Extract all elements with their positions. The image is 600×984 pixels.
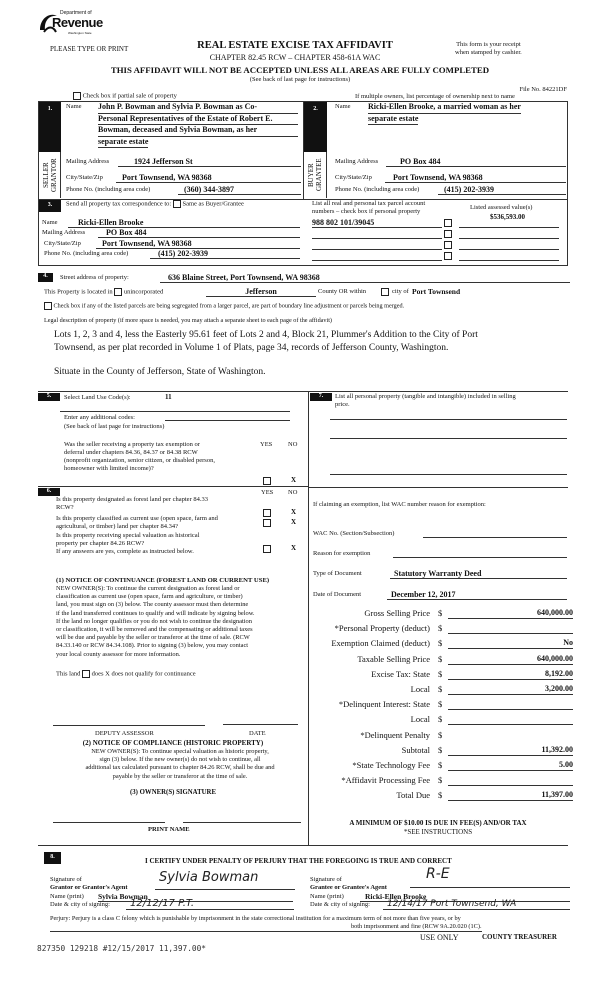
exemption-no-mark[interactable]: X (291, 476, 297, 484)
fee-value-field[interactable]: No (448, 638, 573, 649)
owner-signature-label: (3) OWNER(S) SIGNATURE (130, 789, 216, 796)
fee-label: Gross Selling Price (364, 608, 430, 618)
dollar-sign: $ (438, 729, 443, 740)
corr-name-label: Name (42, 219, 58, 226)
exemption-yes-checkbox[interactable] (263, 477, 271, 485)
fee-row (310, 760, 600, 773)
no-header-5: NO (288, 441, 298, 448)
additional-codes-label: Enter any additional codes: (64, 414, 135, 421)
forest-yes-checkbox[interactable] (263, 509, 271, 517)
section-8-number: 8. (44, 852, 61, 864)
exemption-wac-label: If claiming an exemption, list WAC number reason for exemption: (313, 501, 486, 508)
personal-property-checkbox-4[interactable] (444, 252, 452, 260)
wac-label: WAC No. (Section/Subsection) (313, 530, 395, 537)
buyer-city-field[interactable]: Port Townsend, WA 98368 (385, 173, 566, 183)
fee-row (310, 684, 600, 697)
does-not-qualify-mark[interactable]: X does not qualify for continuance (105, 670, 196, 678)
dollar-sign: $ (438, 608, 443, 618)
dollar-sign: $ (438, 760, 443, 770)
grantor-sig-label: Signature of Grantor or Grantor's Agent (50, 876, 128, 891)
dollar-sign: $ (438, 790, 443, 801)
fee-value-field[interactable]: 11,392.00 (448, 745, 573, 756)
perjury-statement: Perjury: Perjury is a class C felony which is punishable by imprisonment in the state correctional institution for a maximum term of not more than five years, or by both imprisonment and fine (RCW 9A.20.020 (1C). (50, 915, 482, 930)
legal-label: Legal description of property (if more space is needed, you may attach a separate sheet to each page of the affidavit) (44, 317, 332, 324)
doc-type-label: Type of Document (313, 570, 362, 577)
form-title: REAL ESTATE EXCISE TAX AFFIDAVIT (197, 40, 393, 51)
section5-see-back: (See back of last page for instructions) (64, 423, 165, 430)
partial-sale-label: Check box if partial sale of property (82, 92, 177, 100)
fee-value-field[interactable]: 8,192.00 (448, 669, 573, 680)
seller-phone-field[interactable]: (360) 344-3897 (178, 185, 301, 195)
fee-row (310, 730, 600, 743)
buyer-mailing-label: Mailing Address (335, 158, 379, 165)
notice-continuance-text: NEW OWNER(S): To continue the current designation as forest land or classification as current use (open space, farm and agriculture, or timber) land, you must sign on (3) below. The county assessor must then determine if the land transferred continues to qualify and will indicate by signing below. If the land no longer qualifies or you do not wish to continue the designation or classification, it will be removed and the compensating or additional taxes will be due and payable by the seller or transferor at the time of sale. (RCW 84.33.140 or RCW 84.34.108). Prior to signing (3) below, you may contact your local county assessor for more information. (56, 585, 255, 658)
doc-type-field[interactable]: Statutory Warranty Deed (390, 569, 567, 579)
correspondence-label: Send all property tax correspondence to: (66, 200, 172, 208)
fee-row (310, 745, 600, 758)
parcel-number-2[interactable] (312, 229, 442, 239)
correspondence-row (66, 200, 244, 208)
section-4-number: 4. (38, 273, 53, 282)
fee-label: Taxable Selling Price (357, 653, 430, 664)
fee-value-field[interactable] (448, 714, 573, 725)
continuance-row: This land does X does not qualify for continuance (56, 670, 196, 678)
dollar-sign: $ (438, 684, 443, 694)
seller-mailing-label: Mailing Address (66, 158, 110, 165)
county-field[interactable]: Jefferson (206, 287, 316, 297)
partial-sale-checkbox[interactable] (73, 92, 81, 100)
fee-row (310, 775, 600, 788)
street-address-field[interactable]: 636 Blaine Street, Port Townsend, WA 98368 (160, 273, 570, 283)
legal-description[interactable]: Lots 1, 2, 3 and 4, less the Easterly 95.61 feet of Lots 2 and 4, Block 21, Plummer's Addition to the City of Port Townsend, as per plat recorded in Volume 1 of Plats, page 34, records of Jefferson County, Washington. Situate in the County of Jefferson, State of Washington. (54, 330, 478, 377)
fee-label: Local (410, 714, 430, 725)
parcel-number-1[interactable]: 988 802 101/39045 (312, 218, 442, 228)
section-6-number: 6. (38, 488, 60, 496)
corr-mailing-label: Mailing Address (42, 229, 86, 236)
does-qualify-checkbox[interactable] (82, 670, 90, 678)
seller-phone-label: Phone No. (including area code) (66, 186, 151, 193)
same-as-buyer-checkbox[interactable] (173, 200, 181, 208)
personal-property-line-3[interactable] (330, 474, 567, 475)
grantor-date-label: Date & city of signing: (50, 901, 110, 908)
dollar-sign: $ (438, 744, 443, 755)
fee-row (310, 790, 600, 803)
buyer-name-label: Name (335, 103, 351, 110)
forest-no-mark[interactable]: X (291, 508, 297, 516)
personal-property-line-1[interactable] (330, 419, 567, 420)
assessed-field-3[interactable] (459, 240, 559, 250)
logo-sub: Washington State (68, 31, 92, 35)
print-name-line[interactable] (183, 822, 301, 823)
certify-statement: I CERTIFY UNDER PENALTY OF PERJURY THAT THE FOREGOING IS TRUE AND CORRECT (145, 857, 452, 865)
grantor-date-field[interactable]: 12/12/17 P.T. (126, 898, 294, 910)
cashier-stamp: 827350 129218 #12/15/2017 11,397.00* (37, 944, 206, 953)
fee-label: Excise Tax: State (371, 668, 430, 679)
street-label: Street address of property: (60, 274, 129, 281)
personal-property-label: List all personal property (tangible and intangible) included in selling price. (335, 393, 516, 408)
see-instructions-note: *SEE INSTRUCTIONS (403, 828, 473, 836)
minimum-due-note: A MINIMUM OF $10.00 IS DUE IN FEE(S) AND/OR TAX (349, 819, 527, 827)
receipt-note-2: when stamped by cashier. (455, 49, 522, 56)
fee-value-field[interactable] (448, 699, 573, 710)
fee-value-field[interactable]: 640,000.00 (448, 608, 573, 619)
dollar-sign: $ (438, 623, 443, 634)
fee-row (310, 638, 600, 651)
grantee-date-label: Date & city of signing: (310, 901, 370, 908)
fee-value-field[interactable]: 5.00 (448, 760, 573, 771)
additional-codes-field[interactable] (165, 412, 290, 421)
historic-yes-checkbox[interactable] (263, 545, 271, 553)
seller-name[interactable]: John P. Bowman and Sylvia P. Bowman as Co- Personal Representatives of the Estate of Robert E. Bowman, deceased and Sylvia Bowman, as her separate estate (98, 102, 298, 148)
grantee-name-label: Name (print) (310, 893, 344, 900)
fee-label: *State Technology Fee (352, 760, 430, 770)
seller-mailing-field[interactable]: 1924 Jefferson St (118, 157, 301, 167)
notice-compliance-text: NEW OWNER(S): To continue special valuation as historic property, sign (3) below. If the new owner(s) do not wish to continue, all additional tax calculated pursuant to chapter 84.26 RCW, shall be due and payable by the seller or transferor at the time of sale. (85, 748, 275, 780)
dollar-sign: $ (438, 653, 443, 664)
historic-question: Is this property receiving special valuation as historical property per chapter 84.26 RCW? If any answers are yes, complete as instructed below. (56, 532, 200, 555)
corr-phone-label: Phone No. (including area code) (44, 250, 129, 257)
use-only-label: USE ONLY (420, 933, 459, 942)
fee-row (310, 654, 600, 667)
corr-city-label: City/State/Zip (44, 240, 81, 247)
dollar-sign: $ (438, 668, 443, 679)
fee-value-field[interactable]: 3,200.00 (448, 684, 573, 695)
parcel-label: List all real and personal tax parcel account numbers – check box if personal property (312, 200, 426, 215)
reason-label: Reason for exemption (313, 550, 371, 557)
grantor-signature[interactable]: Sylvia Bowman (155, 870, 295, 890)
unincorporated-checkbox[interactable] (114, 288, 122, 296)
logo-top: Department of (60, 10, 92, 16)
dollar-sign: $ (438, 775, 443, 786)
grantee-name-field[interactable]: Ricki-Ellen Brooke (360, 892, 570, 902)
fee-value-field[interactable] (448, 623, 573, 634)
current-use-yes-checkbox[interactable] (263, 519, 271, 527)
segregated-checkbox[interactable] (44, 302, 52, 310)
yes-header-5: YES (260, 441, 273, 448)
personal-property-checkbox-1[interactable] (444, 219, 452, 227)
fee-label: Total Due (396, 790, 430, 801)
yes-header-6: YES (261, 489, 274, 496)
fee-row (310, 623, 600, 636)
city-checkbox[interactable] (381, 288, 389, 296)
parcel-number-3[interactable] (312, 240, 442, 250)
assessed-field-4[interactable] (459, 251, 559, 261)
notice-continuance-title: (1) NOTICE OF CONTINUANCE (FOREST LAND OR CURRENT USE) (56, 577, 270, 584)
grantee-sig-label: Signature of Grantee or Grantee's Agent (310, 876, 387, 891)
exemption-question: Was the seller receiving a property tax exemption or deferral under chapters 84.36, 84.37 or 84.38 RCW (nonprofit organization, senior citizen, or disabled person, homeowner with limited income)? (64, 441, 215, 472)
dollar-sign: $ (438, 699, 443, 710)
logo-main: Revenue (52, 15, 103, 30)
personal-property-checkbox-3[interactable] (444, 241, 452, 249)
fee-value-field[interactable]: 640,000.00 (448, 654, 573, 665)
no-header-6: NO (288, 489, 298, 496)
fee-label: Exemption Claimed (deduct) (331, 638, 430, 649)
assessed-field-2[interactable] (459, 229, 559, 239)
deputy-date-line[interactable] (223, 724, 298, 725)
deputy-assessor-label: DEPUTY ASSESSOR (95, 730, 154, 737)
receipt-note-1: This form is your receipt (456, 41, 521, 48)
fee-value-field[interactable] (448, 730, 573, 741)
seller-side-label (39, 152, 61, 198)
corr-mailing-field[interactable]: PO Box 484 (98, 228, 300, 238)
land-use-label: Select Land Use Code(s): (64, 394, 131, 401)
parcel-number-4[interactable] (312, 251, 442, 261)
fee-row (310, 669, 600, 682)
file-number: File No. 84221DF (519, 86, 567, 93)
doc-date-field[interactable]: December 12, 2017 (387, 590, 567, 600)
seller-name-label: Name (66, 103, 82, 110)
corr-city-field[interactable]: Port Townsend, WA 98368 (96, 239, 300, 249)
notice-compliance-title: (2) NOTICE OF COMPLIANCE (HISTORIC PROPERTY) (82, 739, 264, 747)
fee-label: Subtotal (401, 744, 430, 755)
deputy-signature-line[interactable] (53, 725, 205, 726)
form-chapter: CHAPTER 82.45 RCW – CHAPTER 458-61A WAC (209, 53, 381, 62)
assessed-label: Listed assessed value(s) (470, 204, 533, 211)
dor-logo (38, 10, 103, 36)
grantee-signature[interactable]: R-E (410, 866, 570, 888)
same-as-buyer-label: Same as Buyer/Grantee (182, 200, 244, 208)
fee-row (310, 608, 600, 621)
historic-no-mark[interactable]: X (291, 544, 297, 552)
land-use-field[interactable]: 11 (165, 393, 172, 401)
fee-value-field[interactable]: 11,397.00 (448, 790, 573, 801)
fee-label: *Delinquent Interest: State (338, 699, 430, 710)
buyer-side-label (304, 152, 327, 198)
see-back-note: (See back of last page for instructions) (249, 76, 351, 83)
fee-label: *Personal Property (deduct) (334, 623, 430, 634)
section-5-number: 5. (38, 393, 60, 401)
current-use-question: Is this property classified as current use (open space, farm and agricultural, or timber) land per chapter 84.34? (56, 515, 218, 530)
please-type: PLEASE TYPE OR PRINT (50, 45, 129, 53)
section-7-number: 7. (310, 393, 332, 401)
dollar-sign: $ (438, 714, 443, 725)
completion-warning: THIS AFFIDAVIT WILL NOT BE ACCEPTED UNLESS ALL AREAS ARE FULLY COMPLETED (110, 65, 490, 75)
buyer-label: BUYER GRANTEE (307, 158, 323, 192)
buyer-city-label: City/State/Zip (335, 174, 372, 181)
personal-property-checkbox-2[interactable] (444, 230, 452, 238)
grantor-name-field[interactable]: Sylvia Bowman (98, 892, 293, 902)
wac-field[interactable] (423, 529, 567, 538)
deputy-date-label: DATE (249, 730, 266, 737)
grantor-name-label: Name (print) (50, 893, 84, 900)
seller-label: SELLER GRANTOR (41, 158, 58, 192)
current-use-no-mark[interactable]: X (291, 518, 297, 526)
dollar-sign: $ (438, 638, 443, 649)
buyer-phone-label: Phone No. (including area code) (335, 186, 420, 193)
corr-phone-field[interactable]: (415) 202-3939 (150, 249, 300, 259)
personal-property-line-2[interactable] (330, 438, 567, 439)
corr-name-field[interactable]: Ricki-Ellen Brooke (68, 218, 300, 228)
assessed-field-1[interactable] (459, 218, 559, 228)
print-name-label: PRINT NAME (148, 826, 190, 833)
owner-signature-line[interactable] (53, 822, 165, 823)
buyer-mailing-field[interactable]: PO Box 484 (386, 157, 566, 167)
receipt-note (455, 41, 522, 57)
doc-date-label: Date of Document (313, 591, 362, 598)
forest-question: Is this property designated as forest land per chapter 84.33 RCW? (56, 496, 208, 511)
partial-sale-row (73, 92, 177, 100)
multiple-owners-note: If multiple owners, list percentage of ownership next to name (355, 93, 515, 100)
buyer-phone-field[interactable]: (415) 202-3939 (438, 185, 566, 195)
fee-value-field[interactable] (448, 775, 573, 786)
county-treasurer-label: COUNTY TREASURER (482, 933, 557, 941)
assessed-value-1[interactable]: $536,593.00 (490, 213, 525, 221)
fee-label: *Delinquent Penalty (360, 729, 430, 740)
section-1-number: 1. (39, 102, 61, 152)
section-3-number: 3. (39, 200, 61, 212)
segregated-row: Check box if any of the listed parcels are being segregated from a larger parcel, are part of boundary line adjustment or parcels being merged. (44, 302, 404, 310)
fee-label: Local (410, 684, 430, 694)
reason-field[interactable] (393, 549, 567, 558)
fee-label: *Affidavit Processing Fee (341, 775, 430, 786)
seller-city-field[interactable]: Port Townsend, WA 98368 (116, 173, 301, 183)
location-row: This Property is located in unincorporated Jefferson County OR within city of Port Townsend (44, 287, 461, 296)
section-2-number: 2. (304, 102, 327, 152)
seller-city-label: City/State/Zip (66, 174, 103, 181)
grantee-date-field[interactable]: 12/14/17 Port Townsend, WA (383, 898, 570, 910)
fee-row (310, 699, 600, 712)
buyer-name[interactable]: Ricki-Ellen Brooke, a married woman as her separate estate (368, 102, 568, 125)
fee-row (310, 714, 600, 727)
city-field[interactable]: Port Townsend (412, 287, 461, 296)
